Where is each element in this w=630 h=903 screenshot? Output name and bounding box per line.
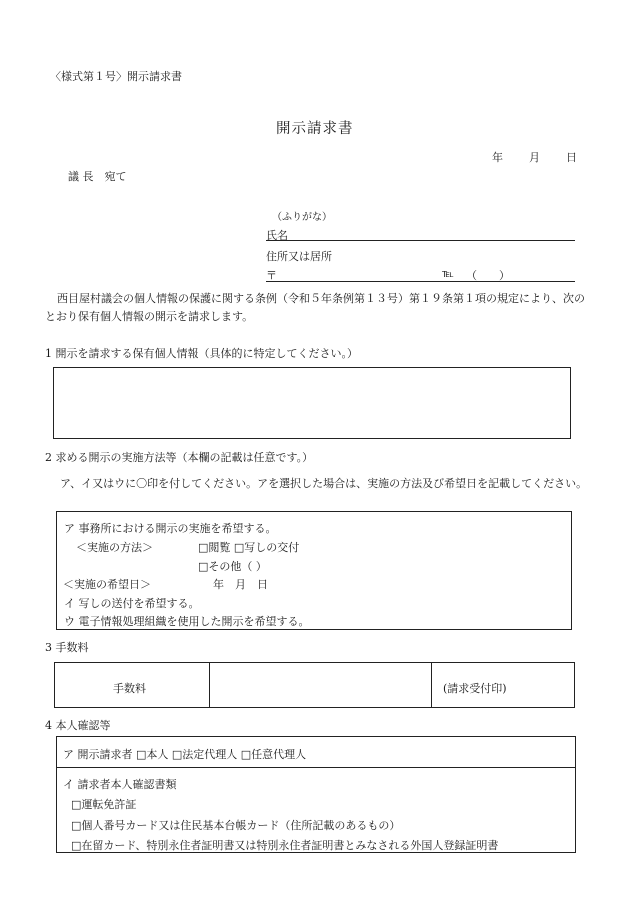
addressee: 議 長 宛て (68, 170, 127, 183)
identity-row-divider (56, 767, 576, 768)
requester-type-row[interactable]: ア 開示請求者 □本人 □法定代理人 □任意代理人 (63, 748, 307, 761)
id-documents-title: イ 請求者本人確認書類 (63, 778, 177, 791)
method-other[interactable]: □その他（ ） (198, 560, 267, 573)
furigana-label: （ふりがな） (272, 212, 332, 223)
name-underline (266, 240, 575, 241)
section4-heading: 4 本人確認等 (45, 719, 111, 732)
page-title: 開示請求書 (276, 121, 354, 137)
fee-divider-2 (431, 662, 432, 708)
id-doc-item[interactable]: □運転免許証 (71, 798, 137, 811)
id-doc-item[interactable]: □個人番号カード又は住民基本台帳カード（住所記載のあるもの） (71, 819, 401, 832)
address-label: 住所又は居所 (266, 250, 332, 263)
fee-label: 手数料 (113, 682, 146, 695)
tel-label: ℡ (442, 267, 454, 280)
date-month: 月 (529, 151, 540, 164)
address-underline (266, 281, 575, 282)
preferred-date-fields[interactable]: 年 月 日 (213, 578, 268, 591)
section3-heading: 3 手数料 (45, 641, 89, 654)
date-year: 年 (492, 151, 503, 164)
form-number-label: 〈様式第１号〉開示請求書 (50, 70, 182, 83)
tel-paren: （ ） (466, 269, 510, 282)
id-doc-item[interactable]: □在留カード、特別永住者証明書又は特別永住者証明書とみなされる外国人登録証明書 (71, 839, 499, 852)
section2-heading: 2 求める開示の実施方法等（本欄の記載は任意です。） (45, 451, 314, 464)
fee-divider-1 (209, 662, 210, 708)
postal-mark: 〒 (266, 269, 277, 282)
section2-note: ア、イ又はウに〇印を付してください。アを選択した場合は、実施の方法及び希望日を記載してください。 (60, 477, 588, 490)
reception-stamp-label: (請求受付印) (443, 682, 507, 695)
preferred-date-label: ＜実施の希望日＞ (63, 578, 151, 591)
intro-paragraph: 西目屋村議会の個人情報の保護に関する条例（令和５年条例第１３号）第１９条第１項の規定により、次のとおり保有個人情報の開示を請求します。 (45, 292, 585, 323)
requested-info-box[interactable] (53, 367, 571, 439)
method-options[interactable]: □閲覧 □写しの交付 (198, 541, 300, 554)
method-label: ＜実施の方法＞ (76, 541, 153, 554)
date-day: 日 (566, 151, 577, 164)
option-i[interactable]: イ 写しの送付を希望する。 (64, 597, 200, 610)
option-u[interactable]: ウ 電子情報処理組織を使用した開示を希望する。 (64, 615, 310, 628)
option-a[interactable]: ア 事務所における開示の実施を希望する。 (64, 522, 277, 535)
section1-heading: 1 開示を請求する保有個人情報（具体的に特定してください。） (45, 347, 358, 360)
name-label: 氏名 (266, 229, 288, 242)
